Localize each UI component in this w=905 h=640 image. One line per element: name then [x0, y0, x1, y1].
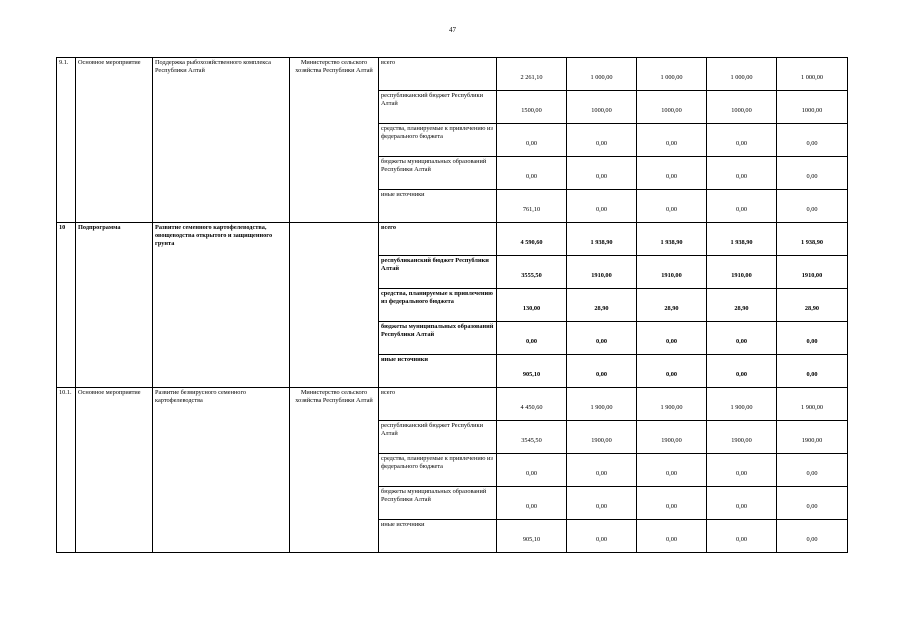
funding-source-cell: всего — [379, 223, 497, 256]
item-type-cell: Основное мероприятие — [76, 58, 153, 223]
amount-cell: 0,00 — [497, 322, 567, 355]
amount-cell: 1 900,00 — [567, 388, 637, 421]
amount-cell: 0,00 — [567, 520, 637, 553]
amount-cell: 1 938,90 — [637, 223, 707, 256]
item-type-cell: Основное мероприятие — [76, 388, 153, 553]
amount-cell: 1 000,00 — [707, 58, 777, 91]
funding-source-cell: иные источники — [379, 355, 497, 388]
amount-cell: 1910,00 — [707, 256, 777, 289]
item-code-cell: 10.1. — [57, 388, 76, 553]
funding-source-cell: средства, планируемые к привлечению из федерального бюджета — [379, 124, 497, 157]
amount-cell: 28,90 — [567, 289, 637, 322]
amount-cell: 0,00 — [707, 124, 777, 157]
amount-cell: 0,00 — [497, 157, 567, 190]
amount-cell: 0,00 — [567, 190, 637, 223]
amount-cell: 0,00 — [637, 157, 707, 190]
amount-cell: 0,00 — [497, 124, 567, 157]
amount-cell: 0,00 — [777, 124, 848, 157]
amount-cell: 905,10 — [497, 355, 567, 388]
amount-cell: 0,00 — [567, 487, 637, 520]
amount-cell: 0,00 — [567, 355, 637, 388]
amount-cell: 1910,00 — [637, 256, 707, 289]
amount-cell: 1500,00 — [497, 91, 567, 124]
amount-cell: 0,00 — [637, 355, 707, 388]
funding-source-cell: всего — [379, 388, 497, 421]
amount-cell: 0,00 — [777, 190, 848, 223]
amount-cell: 0,00 — [567, 454, 637, 487]
amount-cell: 1000,00 — [707, 91, 777, 124]
amount-cell: 28,90 — [777, 289, 848, 322]
funding-source-cell: средства, планируемые к привлечению из федерального бюджета — [379, 454, 497, 487]
item-name-cell: Развитие семенного картофелеводства, овощеводства открытого и защищенного грунта — [153, 223, 290, 388]
amount-cell: 0,00 — [707, 487, 777, 520]
amount-cell: 28,90 — [707, 289, 777, 322]
amount-cell: 1 900,00 — [637, 388, 707, 421]
amount-cell: 0,00 — [707, 190, 777, 223]
amount-cell: 0,00 — [637, 190, 707, 223]
table-row — [57, 223, 848, 256]
amount-cell: 905,10 — [497, 520, 567, 553]
table-row — [57, 58, 848, 91]
amount-cell: 1910,00 — [777, 256, 848, 289]
amount-cell: 1 900,00 — [777, 388, 848, 421]
amount-cell: 1000,00 — [777, 91, 848, 124]
amount-cell: 0,00 — [567, 124, 637, 157]
responsible-executor-cell: Министерство сельского хозяйства Республики Алтай — [290, 58, 379, 223]
table-row — [57, 388, 848, 421]
amount-cell: 1000,00 — [567, 91, 637, 124]
amount-cell: 1000,00 — [637, 91, 707, 124]
amount-cell: 0,00 — [567, 322, 637, 355]
amount-cell: 1900,00 — [777, 421, 848, 454]
amount-cell: 1 938,90 — [777, 223, 848, 256]
item-code-cell: 10 — [57, 223, 76, 388]
amount-cell: 1 938,90 — [567, 223, 637, 256]
budget-table — [56, 57, 848, 553]
amount-cell: 761,10 — [497, 190, 567, 223]
amount-cell: 0,00 — [777, 322, 848, 355]
amount-cell: 0,00 — [777, 157, 848, 190]
funding-source-cell: бюджеты муниципальных образований Республики Алтай — [379, 487, 497, 520]
amount-cell: 1900,00 — [707, 421, 777, 454]
funding-source-cell: республиканский бюджет Республики Алтай — [379, 421, 497, 454]
amount-cell: 0,00 — [707, 355, 777, 388]
item-name-cell: Развитие безвирусного семенного картофелеводства — [153, 388, 290, 553]
amount-cell: 130,00 — [497, 289, 567, 322]
amount-cell: 3555,50 — [497, 256, 567, 289]
amount-cell: 1 000,00 — [777, 58, 848, 91]
amount-cell: 0,00 — [777, 454, 848, 487]
amount-cell: 1910,00 — [567, 256, 637, 289]
amount-cell: 0,00 — [567, 157, 637, 190]
funding-source-cell: республиканский бюджет Республики Алтай — [379, 256, 497, 289]
amount-cell: 1900,00 — [567, 421, 637, 454]
amount-cell: 1 000,00 — [567, 58, 637, 91]
amount-cell: 0,00 — [777, 355, 848, 388]
amount-cell: 0,00 — [707, 322, 777, 355]
amount-cell: 4 590,60 — [497, 223, 567, 256]
page-number: 47 — [449, 26, 456, 34]
item-name-cell: Поддержка рыбохозяйственного комплекса Республики Алтай — [153, 58, 290, 223]
funding-source-cell: бюджеты муниципальных образований Республики Алтай — [379, 322, 497, 355]
amount-cell: 0,00 — [777, 487, 848, 520]
amount-cell: 4 450,60 — [497, 388, 567, 421]
amount-cell: 0,00 — [497, 454, 567, 487]
amount-cell: 0,00 — [707, 520, 777, 553]
amount-cell: 28,90 — [637, 289, 707, 322]
amount-cell: 0,00 — [637, 520, 707, 553]
responsible-executor-cell: Министерство сельского хозяйства Республики Алтай — [290, 388, 379, 553]
funding-source-cell: всего — [379, 58, 497, 91]
funding-source-cell: иные источники — [379, 520, 497, 553]
amount-cell: 0,00 — [497, 487, 567, 520]
amount-cell: 0,00 — [637, 322, 707, 355]
amount-cell: 0,00 — [707, 454, 777, 487]
amount-cell: 0,00 — [707, 157, 777, 190]
amount-cell: 0,00 — [637, 487, 707, 520]
amount-cell: 1 900,00 — [707, 388, 777, 421]
amount-cell: 2 261,10 — [497, 58, 567, 91]
item-type-cell: Подпрограмма — [76, 223, 153, 388]
amount-cell: 0,00 — [637, 454, 707, 487]
amount-cell: 1 000,00 — [637, 58, 707, 91]
amount-cell: 0,00 — [777, 520, 848, 553]
amount-cell: 0,00 — [637, 124, 707, 157]
funding-source-cell: средства, планируемые к привлечению из федерального бюджета — [379, 289, 497, 322]
item-code-cell: 9.1. — [57, 58, 76, 223]
amount-cell: 3545,50 — [497, 421, 567, 454]
amount-cell: 1 938,90 — [707, 223, 777, 256]
funding-source-cell: иные источники — [379, 190, 497, 223]
responsible-executor-cell — [290, 223, 379, 388]
funding-source-cell: республиканский бюджет Республики Алтай — [379, 91, 497, 124]
funding-source-cell: бюджеты муниципальных образований Республики Алтай — [379, 157, 497, 190]
amount-cell: 1900,00 — [637, 421, 707, 454]
